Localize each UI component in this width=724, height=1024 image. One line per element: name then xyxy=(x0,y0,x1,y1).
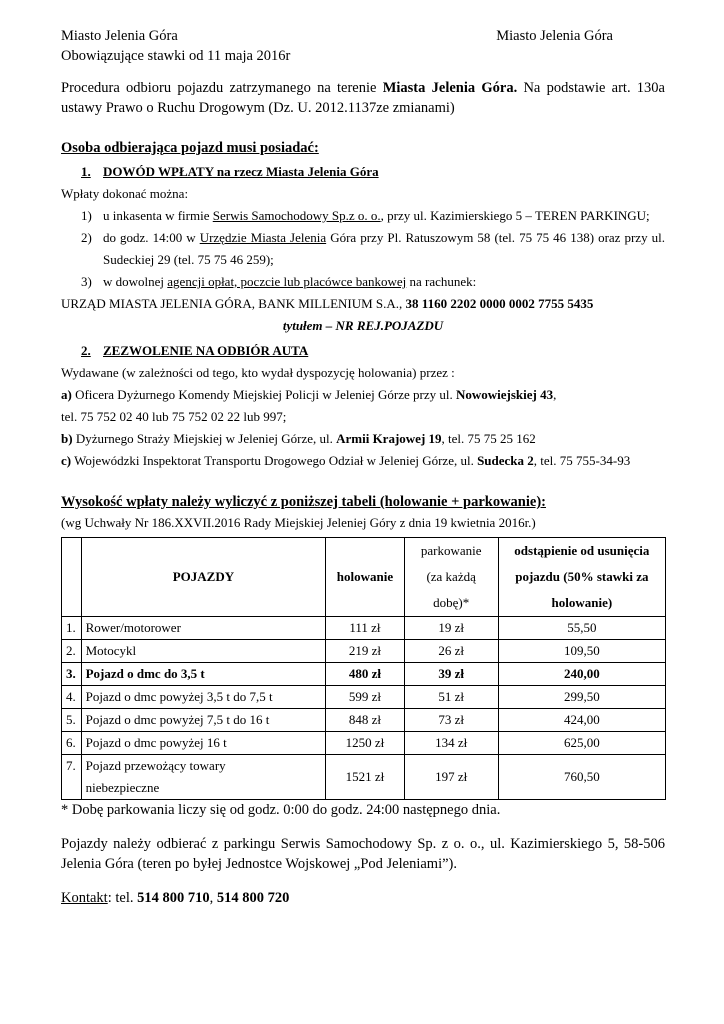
issuer-b xyxy=(61,428,665,450)
item-text-c: na rachunek: xyxy=(406,274,477,289)
row-number: 7. xyxy=(62,755,82,800)
row-number: 4. xyxy=(62,686,82,709)
col-header-parking xyxy=(404,538,498,617)
row-number: 2. xyxy=(62,640,82,663)
table-header-row xyxy=(62,538,666,617)
row-parking: 134 zł xyxy=(404,732,498,755)
item-text-c: Góra przy Pl. Ratuszowym 58 (tel. 75 75 46 138) oraz przy ul. Sudeckiej 29 (tel. 75 75 46 259); xyxy=(103,230,665,267)
row-parking: 73 zł xyxy=(404,709,498,732)
row-release: 299,50 xyxy=(498,686,665,709)
table-row xyxy=(62,640,666,663)
row-towing: 219 zł xyxy=(326,640,404,663)
release-header-line1: odstąpienie od usunięcia xyxy=(514,543,650,558)
row-towing: 111 zł xyxy=(326,617,404,640)
item-text-a: do godz. 14:00 w xyxy=(103,230,200,245)
row-release: 55,50 xyxy=(498,617,665,640)
row-vehicle-line1: Pojazd przewożący towary xyxy=(85,758,226,773)
intro-part2: Na podstawie art. 130a ustawy Prawo o Ruchu Drogowym (Dz. U. 2012.1137ze zmianami) xyxy=(61,80,665,116)
section-osoba-heading: Osoba odbierająca pojazd musi posiadać: xyxy=(61,140,319,156)
issuer-c xyxy=(61,450,665,472)
col-header-vehicles: POJAZDY xyxy=(81,538,326,617)
list-item-number: 3) xyxy=(81,274,92,289)
row-vehicle: Pojazd o dmc powyżej 16 t xyxy=(81,732,326,755)
issuer-text: Oficera Dyżurnego Komendy Miejskiej Policji w Jeleniej Górze przy ul. xyxy=(71,387,456,402)
payment-options-list xyxy=(61,205,665,293)
row-towing: 848 zł xyxy=(326,709,404,732)
row-towing: 599 zł xyxy=(326,686,404,709)
release-header-line2: pojazdu (50% stawki za xyxy=(515,569,649,584)
row-vehicle xyxy=(81,755,326,800)
transfer-title-line: tytułem – NR REJ.POJAZDU xyxy=(282,318,444,333)
item-text-a: u inkasenta w firmie xyxy=(103,208,213,223)
contact-phone-2: 514 800 720 xyxy=(216,890,290,906)
col-header-release xyxy=(498,538,665,617)
row-number: 1. xyxy=(62,617,82,640)
table-row xyxy=(62,755,666,800)
row-vehicle: Pojazd o dmc powyżej 7,5 t do 16 t xyxy=(81,709,326,732)
row-vehicle-line2: niebezpieczne xyxy=(85,780,160,795)
issuer-address: Armii Krajowej 19 xyxy=(336,431,442,446)
item-text-underlined: Serwis Samochodowy Sp.z o. o. xyxy=(212,208,381,223)
table-row xyxy=(62,663,666,686)
col-header-towing: holowanie xyxy=(326,538,404,617)
row-vehicle: Motocykl xyxy=(81,640,326,663)
header-left-title: Miasto Jelenia Góra xyxy=(61,28,178,44)
document-page xyxy=(61,26,665,908)
section1-number: 1. xyxy=(81,164,91,179)
row-release: 240,00 xyxy=(498,663,665,686)
fees-footnote: * Dobę parkowania liczy się od godz. 0:00 do godz. 24:00 następnego dnia. xyxy=(61,802,501,818)
list-item xyxy=(61,205,665,227)
list-item xyxy=(61,227,665,271)
header-date-line: Obowiązujące stawki od 11 maja 2016r xyxy=(61,48,291,64)
fees-heading: Wysokość wpłaty należy wyliczyć z poniższej tabeli (holowanie + parkowanie): xyxy=(61,494,546,510)
closing-paragraph: Pojazdy należy odbierać z parkingu Serwis Samochodowy Sp. z o. o., ul. Kazimierskiego 5, 58-506 Jelenia Góra (teren po byłej Jednostce Wojskowej „Pod Jeleniami”). xyxy=(61,836,665,872)
parking-header-line3: dobę)* xyxy=(433,595,470,610)
item-text-underlined: Urzędzie Miasta Jelenia xyxy=(199,230,327,245)
list-item-text xyxy=(103,227,665,271)
row-release: 625,00 xyxy=(498,732,665,755)
intro-part1: Procedura odbioru pojazdu zatrzymanego na terenie xyxy=(61,80,383,96)
list-item xyxy=(61,271,665,293)
row-number: 6. xyxy=(62,732,82,755)
item-text-underlined: agencji opłat, poczcie lub placówce bankowej xyxy=(167,274,407,289)
contact-separator: , xyxy=(209,890,217,906)
item-text-c: , przy ul. Kazimierskiego 5 – TEREN PARKINGU; xyxy=(380,208,650,223)
header-right-title: Miasto Jelenia Góra xyxy=(496,28,613,44)
table-row xyxy=(62,686,666,709)
row-release: 424,00 xyxy=(498,709,665,732)
issuer-address: Nowowiejskiej 43 xyxy=(455,387,554,402)
row-towing: 1521 zł xyxy=(326,755,404,800)
intro-city: Miasta Jelenia Góra. xyxy=(382,80,518,96)
parking-header-line1: parkowanie xyxy=(420,543,482,558)
section2-heading xyxy=(61,340,665,362)
item-text-a: w dowolnej xyxy=(103,274,168,289)
section1-lead: Wpłaty dokonać można: xyxy=(61,186,189,201)
issuer-address: Sudecka 2 xyxy=(477,453,534,468)
release-header-line3: holowanie) xyxy=(551,595,613,610)
issuer-a xyxy=(61,384,665,406)
row-parking: 39 zł xyxy=(404,663,498,686)
contact-prefix: : tel. xyxy=(107,890,138,906)
row-number: 5. xyxy=(62,709,82,732)
section2-lead: Wydawane (w zależności od tego, kto wydał dyspozycję holowania) przez : xyxy=(61,365,455,380)
table-row xyxy=(62,732,666,755)
row-parking: 26 zł xyxy=(404,640,498,663)
row-vehicle: Pojazd o dmc powyżej 3,5 t do 7,5 t xyxy=(81,686,326,709)
contact-line xyxy=(61,888,665,908)
col-header-num xyxy=(62,538,82,617)
section1-heading xyxy=(61,161,665,183)
row-parking: 51 zł xyxy=(404,686,498,709)
row-towing: 1250 zł xyxy=(326,732,404,755)
account-prefix: URZĄD MIASTA JELENIA GÓRA, BANK MILLENIUM S.A., xyxy=(61,296,406,311)
issuer-end: , tel. 75 755-34-93 xyxy=(533,453,631,468)
contact-phone-1: 514 800 710 xyxy=(137,890,210,906)
parking-header-line2: (za każdą xyxy=(426,569,476,584)
row-parking: 19 zł xyxy=(404,617,498,640)
issuer-text: Wojewódzki Inspektorat Transportu Drogowego Odział w Jeleniej Górze, ul. xyxy=(71,453,478,468)
issuer-a-phones: tel. 75 752 02 40 lub 75 752 02 22 lub 997; xyxy=(61,409,287,424)
header-row xyxy=(61,26,665,46)
issuer-letter: b) xyxy=(61,431,73,446)
section1-title: DOWÓD WPŁATY na rzecz Miasta Jelenia Góra xyxy=(103,164,379,179)
intro-paragraph xyxy=(61,78,665,118)
account-number: 38 1160 2202 0000 0002 7755 5435 xyxy=(405,296,594,311)
table-row xyxy=(62,617,666,640)
issuer-letter: c) xyxy=(61,453,72,468)
row-towing: 480 zł xyxy=(326,663,404,686)
table-row xyxy=(62,709,666,732)
list-item-text xyxy=(103,271,665,293)
issuer-text: Dyżurnego Straży Miejskiej w Jeleniej Górze, ul. xyxy=(72,431,337,446)
section2-title: ZEZWOLENIE NA ODBIÓR AUTA xyxy=(103,343,309,358)
issuer-letter: a) xyxy=(61,387,72,402)
row-parking: 197 zł xyxy=(404,755,498,800)
bank-account-line xyxy=(61,293,665,315)
row-number: 3. xyxy=(62,663,82,686)
contact-label: Kontakt xyxy=(61,890,108,906)
fees-subheading: (wg Uchwały Nr 186.XXVII.2016 Rady Miejskiej Jeleniej Góry z dnia 19 kwietnia 2016r.) xyxy=(61,515,536,530)
list-item-text xyxy=(103,205,665,227)
fees-table xyxy=(61,537,666,800)
row-vehicle: Pojazd o dmc do 3,5 t xyxy=(81,663,326,686)
row-release: 760,50 xyxy=(498,755,665,800)
row-vehicle: Rower/motorower xyxy=(81,617,326,640)
issuer-end: , tel. 75 75 25 162 xyxy=(441,431,536,446)
list-item-number: 2) xyxy=(81,230,92,245)
section2-number: 2. xyxy=(81,343,91,358)
row-release: 109,50 xyxy=(498,640,665,663)
issuer-end: , xyxy=(553,387,557,402)
list-item-number: 1) xyxy=(81,208,92,223)
